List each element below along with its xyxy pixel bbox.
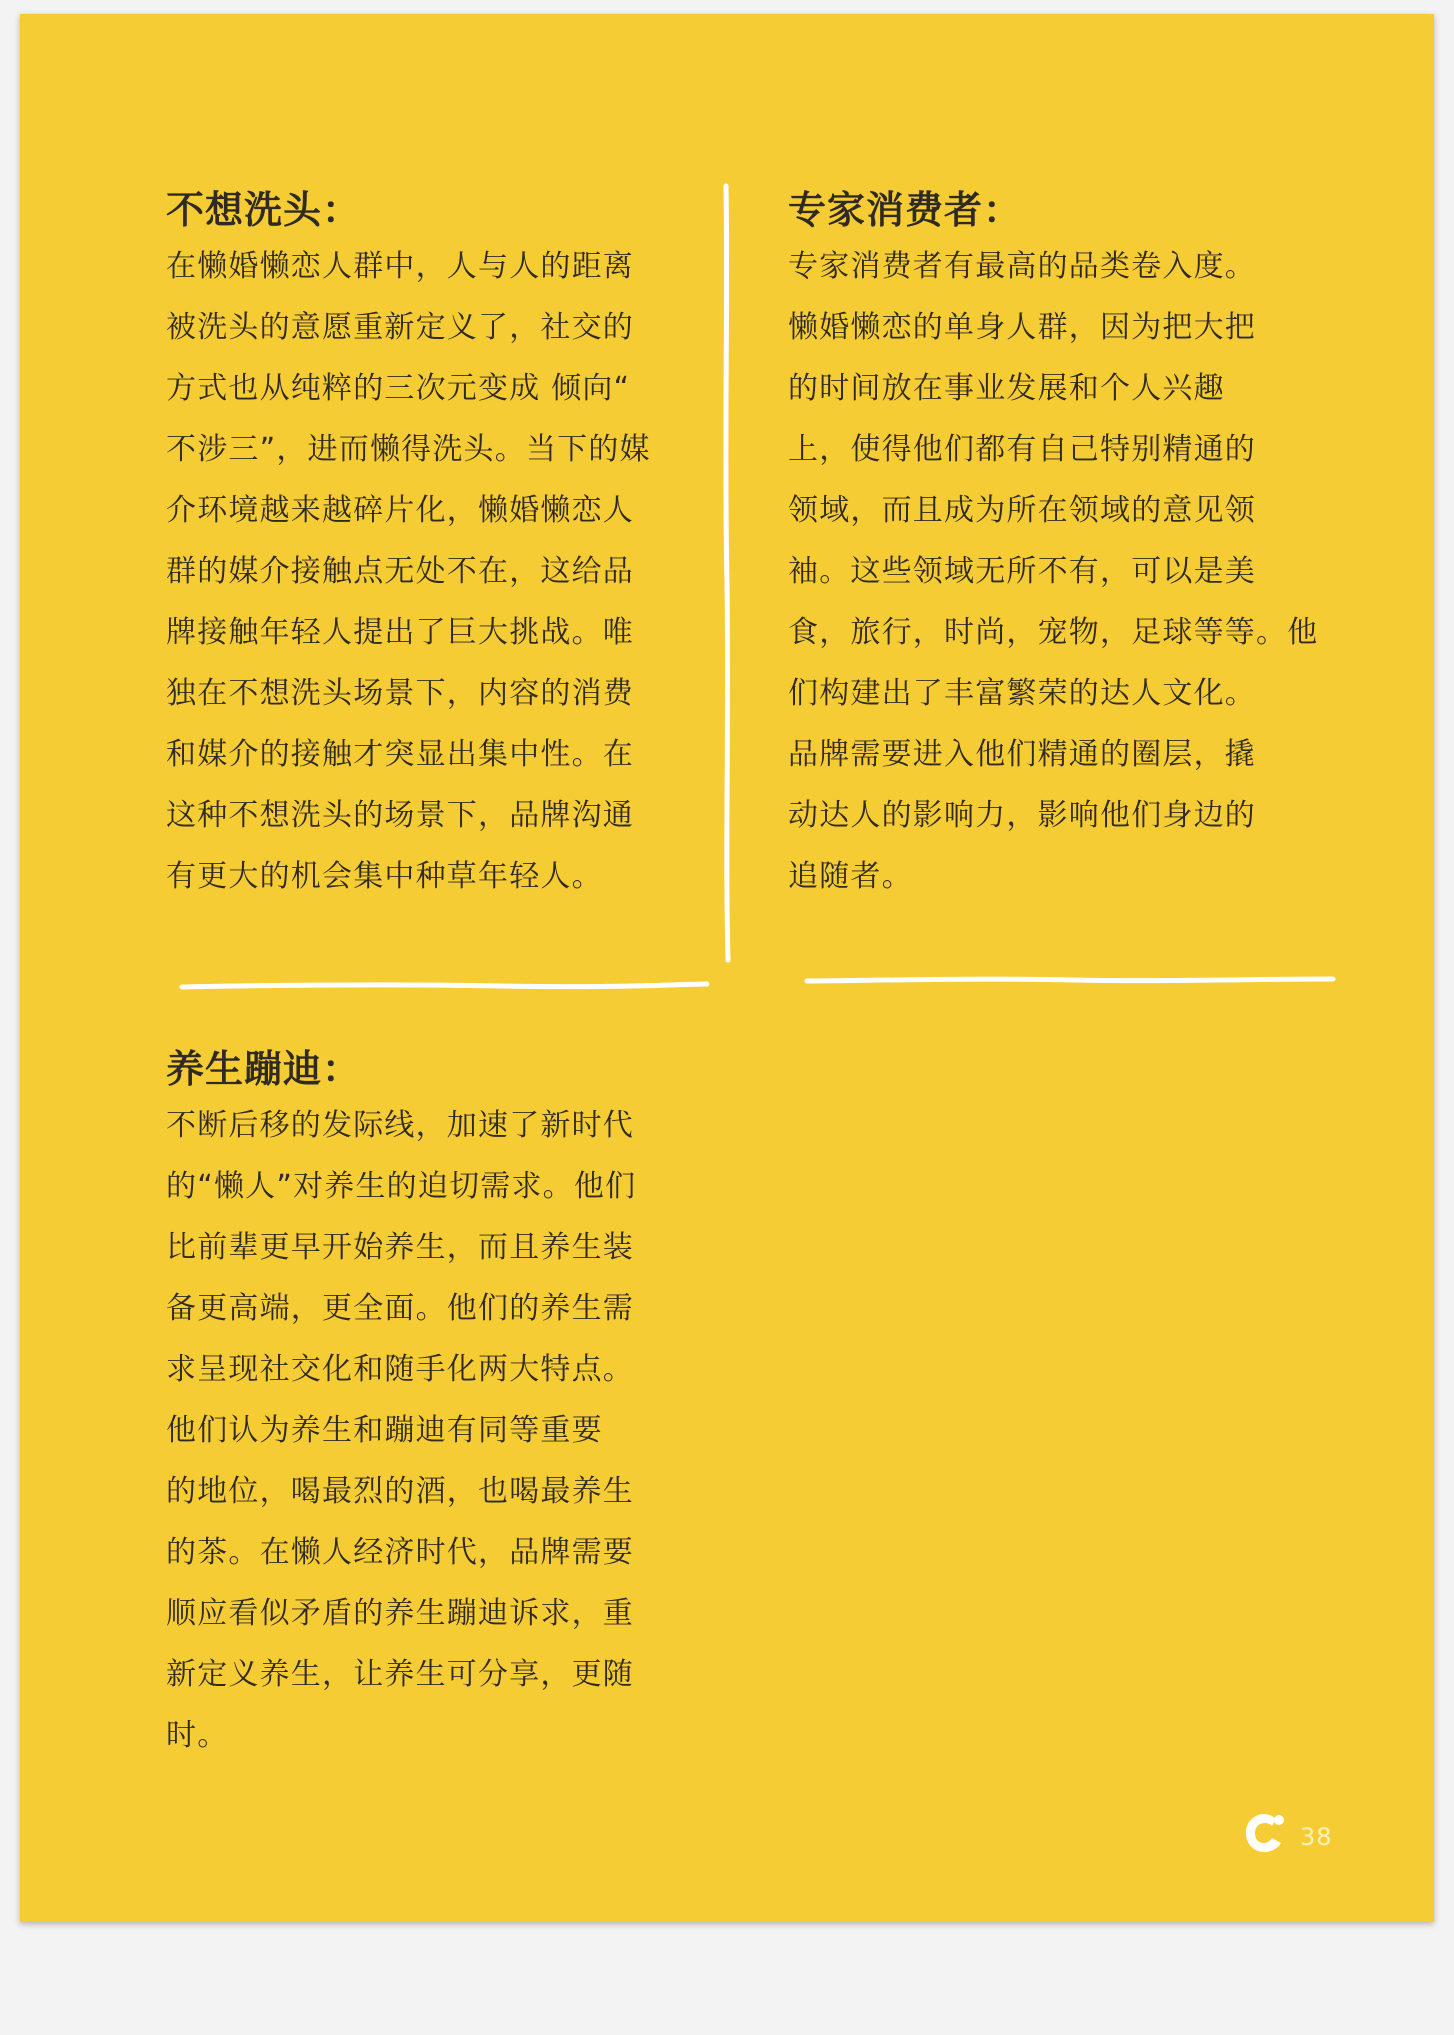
body-line: 在懒婚懒恋人群中，人与人的距离 <box>166 249 634 284</box>
body-line: 求呈现社交化和随手化两大特点。 <box>166 1352 634 1387</box>
body-line: 的茶。在懒人经济时代，品牌需要 <box>166 1535 634 1570</box>
body-line: 被洗头的意愿重新定义了，社交的 <box>166 310 634 345</box>
body-line: 领域，而且成为所在领域的意见领 <box>788 493 1256 528</box>
body-line: 和媒介的接触才突显出集中性。在 <box>166 737 634 772</box>
body-line: 袖。这些领域无所不有，可以是美 <box>788 554 1256 589</box>
body-line: 介环境越来越碎片化，懒婚懒恋人 <box>166 493 634 528</box>
section-title: 专家消费者： <box>788 188 1023 232</box>
right-horizontal-divider <box>805 971 1335 991</box>
body-line: 品牌需要进入他们精通的圈层，撬 <box>788 737 1256 772</box>
document-page <box>20 14 1434 1922</box>
body-line: 他们认为养生和蹦迪有同等重要 <box>166 1413 603 1448</box>
section-title: 养生蹦迪： <box>166 1047 362 1091</box>
body-line: 不涉三”，进而懒得洗头。当下的媒 <box>166 432 651 467</box>
body-line: 食，旅行，时尚，宠物，足球等等。他 <box>788 615 1319 650</box>
body-line: 不断后移的发际线，加速了新时代 <box>166 1108 634 1143</box>
body-line: 新定义养生，让养生可分享，更随 <box>166 1657 634 1692</box>
body-line: 方式也从纯粹的三次元变成 倾向“ <box>166 371 631 406</box>
body-line: 动达人的影响力，影响他们身边的 <box>788 798 1256 833</box>
body-line: 专家消费者有最高的品类卷入度。 <box>788 249 1256 284</box>
body-line: 牌接触年轻人提出了巨大挑战。唯 <box>166 615 634 650</box>
vertical-divider <box>718 184 738 964</box>
section-body <box>166 236 716 907</box>
body-line: 们构建出了丰富繁荣的达人文化。 <box>788 676 1256 711</box>
section-health-and-clubbing <box>166 1043 716 1766</box>
c-logo-icon <box>1240 1808 1290 1858</box>
body-line: 懒婚懒恋的单身人群，因为把大把 <box>788 310 1256 345</box>
section-body <box>788 236 1348 907</box>
section-title: 不想洗头： <box>166 188 362 232</box>
body-line: 的“懒人”对养生的迫切需求。他们 <box>166 1169 637 1204</box>
left-horizontal-divider <box>180 976 710 996</box>
body-line: 独在不想洗头场景下，内容的消费 <box>166 676 634 711</box>
body-line: 顺应看似矛盾的养生蹦迪诉求，重 <box>166 1596 634 1631</box>
body-line: 上，使得他们都有自己特别精通的 <box>788 432 1256 467</box>
body-line: 备更高端，更全面。他们的养生需 <box>166 1291 634 1326</box>
section-body <box>166 1095 716 1766</box>
body-line: 这种不想洗头的场景下，品牌沟通 <box>166 798 634 833</box>
body-line: 有更大的机会集中种草年轻人。 <box>166 859 603 894</box>
body-line: 比前辈更早开始养生，而且养生装 <box>166 1230 634 1265</box>
section-lazy-hair-washing <box>166 184 716 907</box>
body-line: 的地位，喝最烈的酒，也喝最养生 <box>166 1474 634 1509</box>
body-line: 追随者。 <box>788 859 913 894</box>
body-line: 的时间放在事业发展和个人兴趣 <box>788 371 1225 406</box>
page-number: 38 <box>1300 1823 1333 1851</box>
section-expert-consumer <box>788 184 1348 907</box>
body-line: 群的媒介接触点无处不在，这给品 <box>166 554 634 589</box>
body-line: 时。 <box>166 1718 229 1753</box>
